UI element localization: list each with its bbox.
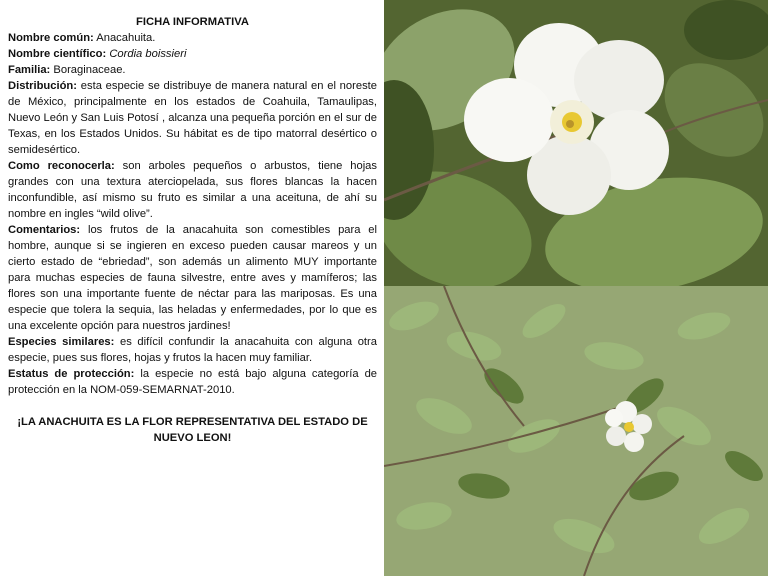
comments-label: Comentarios: <box>8 224 81 236</box>
family-label: Familia: <box>8 64 51 76</box>
recognition-text: son arboles pequeños o arbustos, tiene hojas grandes con una textura aterciopelada, sus flores blancas la hacen inconfundible, así mismo su fruto es similar a una aceituna, de ahí su nombre en ingles “wild olive”. <box>8 160 378 220</box>
protection-label: Estatus de protección: <box>8 368 135 380</box>
protection-paragraph <box>8 366 377 398</box>
protection-text: la especie no está bajo alguna categoría de protección en la NOM-059-SEMARNAT-2010. <box>8 368 378 396</box>
comments-paragraph <box>8 222 377 334</box>
distribution-label: Distribución: <box>8 80 77 92</box>
recognition-paragraph <box>8 158 377 222</box>
recognition-label: Como reconocerla: <box>8 160 115 172</box>
shrub-photo <box>384 286 768 576</box>
common-name-row <box>8 30 377 46</box>
similar-species-text: es difícil confundir la anacahuita con alguna otra especie, pues sus flores, hojas y frutos la hacen muy familiar. <box>8 336 377 364</box>
family-value: Boraginaceae. <box>53 64 126 76</box>
shrub-image <box>384 286 768 576</box>
distribution-text: esta especie se distribuye de manera natural en el noreste de México, principalmente en los estados de Coahuila, Tamaulipas, Nuevo León y San Luis Potosí , alcanza una pequeña porción en el sur de Texas, en los Estados Unidos. Su hábitat es de tipo matorral desértico o semidesértico. <box>8 80 378 156</box>
flower-closeup-image <box>384 0 768 286</box>
similar-species-label: Especies similares: <box>8 336 115 348</box>
flower-closeup-photo <box>384 0 768 286</box>
scientific-name-value: Cordia boissieri <box>109 48 187 60</box>
scientific-name-label: Nombre científico: <box>8 48 107 60</box>
sheet-title: FICHA INFORMATIVA <box>136 16 249 28</box>
common-name-value: Anacahuita. <box>96 32 156 44</box>
text-column <box>8 14 377 446</box>
distribution-paragraph <box>8 78 377 158</box>
scientific-name-row <box>8 46 377 62</box>
footer-slogan: ¡LA ANACHUITA ES LA FLOR REPRESENTATIVA DEL ESTADO DE NUEVO LEON! <box>17 416 368 444</box>
common-name-label: Nombre común: <box>8 32 94 44</box>
similar-species-paragraph <box>8 334 377 366</box>
family-row <box>8 62 377 78</box>
comments-text: los frutos de la anacahuita son comestibles para el hombre, aunque si se ingieren en exceso pueden causar mareos y un cierto estado de “ebriedad”, son además un alimento MUY importante para muchas especies de fauna silvestre, entre aves y mamíferos; las flores son una importante fuente de néctar para las mariposas. Es una especie que tolera la sequia, las heladas y enfermedades, por lo que es una excelente opción para nuestros jardines! <box>8 224 378 332</box>
